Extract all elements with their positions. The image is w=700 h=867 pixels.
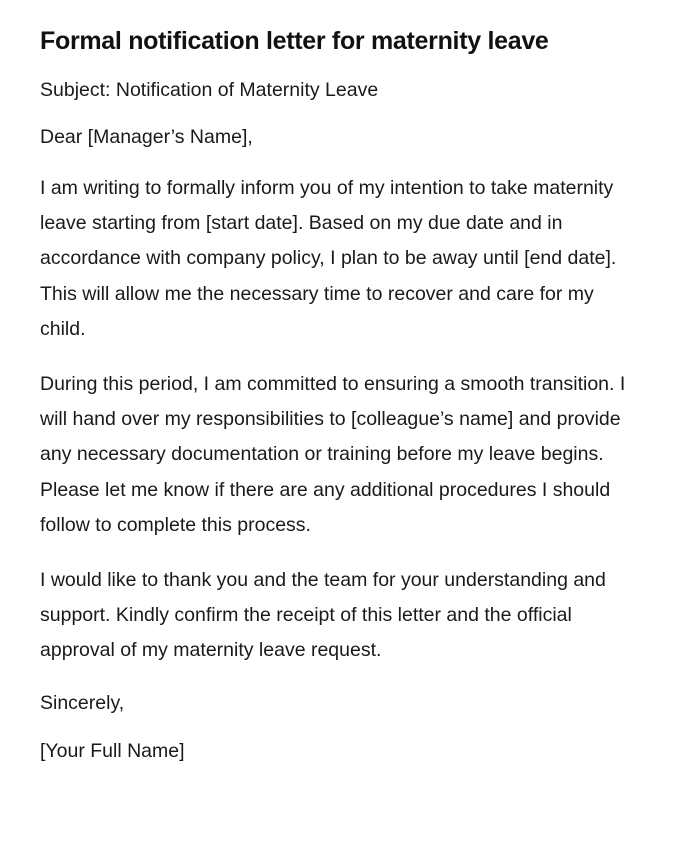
letter-paragraph-intro: I am writing to formally inform you of my intention to take maternity leave starting from [start date]. Based on my due date and in accordance with company policy, I plan to be away until [end date]. This will allow me the necessary time to recover and care for my child. (40, 177, 617, 340)
letter-signature: [Your Full Name] (40, 739, 185, 762)
page-title: Formal notification letter for maternity leave (40, 27, 549, 55)
letter-greeting: Dear [Manager’s Name], (40, 126, 253, 148)
letter-subject: Subject: Notification of Maternity Leave (40, 79, 379, 101)
letter-paragraph-transition: During this period, I am committed to ensuring a smooth transition. I will hand over my responsibilities to [colleague’s name] and provide any necessary documentation or training before my leave begins. Please let me know if there are any additional procedures I should follow to complete this process. (40, 373, 626, 536)
letter-paragraph-thanks: I would like to thank you and the team for your understanding and support. Kindly confirm the receipt of this letter and the official approval of my maternity leave request. (40, 569, 606, 662)
letter-document (40, 24, 640, 785)
letter-closing: Sincerely, (40, 691, 125, 714)
